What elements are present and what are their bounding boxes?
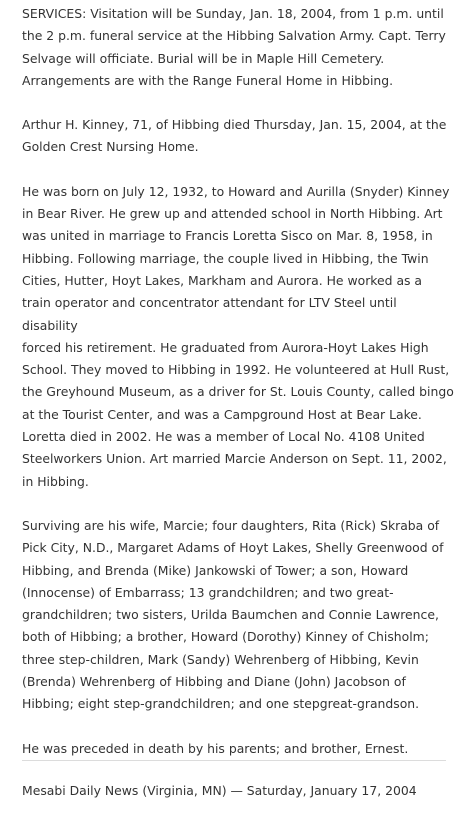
- text-line: (Brenda) Wehrenberg of Hibbing and Diane (John) Jacobson of: [22, 674, 406, 690]
- text-line: Loretta died in 2002. He was a member of Local No. 4108 United: [22, 429, 425, 445]
- biography-paragraph: [22, 181, 454, 493]
- text-line: Golden Crest Nursing Home.: [22, 139, 199, 155]
- text-line: the Greyhound Museum, as a driver for St. Louis County, called bingo: [22, 384, 454, 400]
- text-line: SERVICES: Visitation will be Sunday, Jan. 18, 2004, from 1 p.m. until: [22, 6, 444, 21]
- text-line: Arthur H. Kinney, 71, of Hibbing died Thursday, Jan. 15, 2004, at the: [22, 117, 447, 133]
- divider: [22, 760, 446, 761]
- source-citation: Mesabi Daily News (Virginia, MN) — Saturday, January 17, 2004: [22, 783, 417, 798]
- text-line: Hibbing. Following marriage, the couple lived in Hibbing, the Twin: [22, 250, 429, 266]
- text-line: the 2 p.m. funeral service at the Hibbing Salvation Army. Capt. Terry: [22, 28, 446, 44]
- text-line: (Innocense) of Embarrass; 13 grandchildren; and two great-: [22, 584, 394, 600]
- text-line: Hibbing, and Brenda (Mike) Jankowski of Tower; a son, Howard: [22, 562, 409, 578]
- text-line: School. They moved to Hibbing in 1992. He volunteered at Hull Rust,: [22, 362, 450, 378]
- text-line: both of Hibbing; a brother, Howard (Dorothy) Kinney of Chisholm;: [22, 629, 429, 645]
- text-line: three step-children, Mark (Sandy) Wehrenberg of Hibbing, Kevin: [22, 651, 419, 667]
- text-line: at the Tourist Center, and was a Campground Host at Bear Lake.: [22, 406, 422, 422]
- text-line: in Bear River. He grew up and attended school in North Hibbing. Art: [22, 206, 443, 222]
- text-line: Cities, Hutter, Hoyt Lakes, Markham and Aurora. He worked as a: [22, 272, 423, 288]
- text-line: Hibbing; eight step-grandchildren; and one stepgreat-grandson.: [22, 696, 420, 712]
- text-line: Pick City, N.D., Margaret Adams of Hoyt Lakes, Shelly Greenwood of: [22, 540, 444, 556]
- text-line: He was preceded in death by his parents; and brother, Ernest.: [22, 740, 409, 756]
- text-line: Selvage will officiate. Burial will be in Maple Hill Cemetery.: [22, 50, 385, 66]
- services-paragraph: [22, 3, 454, 92]
- text-line: forced his retirement. He graduated from Aurora-Hoyt Lakes High: [22, 339, 429, 355]
- death-notice-paragraph: [22, 114, 454, 159]
- preceded-paragraph: [22, 738, 454, 760]
- obituary-body: [22, 3, 454, 782]
- text-line: Arrangements are with the Range Funeral Home in Hibbing.: [22, 72, 394, 88]
- text-line: grandchildren; two sisters, Urilda Baumchen and Connie Lawrence,: [22, 607, 439, 623]
- survivors-paragraph: [22, 515, 454, 716]
- text-line: train operator and concentrator attendant for LTV Steel until disability: [22, 295, 397, 333]
- text-line: Surviving are his wife, Marcie; four daughters, Rita (Rick) Skraba of: [22, 517, 440, 533]
- text-line: in Hibbing.: [22, 473, 89, 489]
- text-line: was united in marriage to Francis Loretta Sisco on Mar. 8, 1958, in: [22, 228, 433, 244]
- text-line: Steelworkers Union. Art married Marcie Anderson on Sept. 11, 2002,: [22, 451, 447, 467]
- text-line: He was born on July 12, 1932, to Howard and Aurilla (Snyder) Kinney: [22, 183, 450, 199]
